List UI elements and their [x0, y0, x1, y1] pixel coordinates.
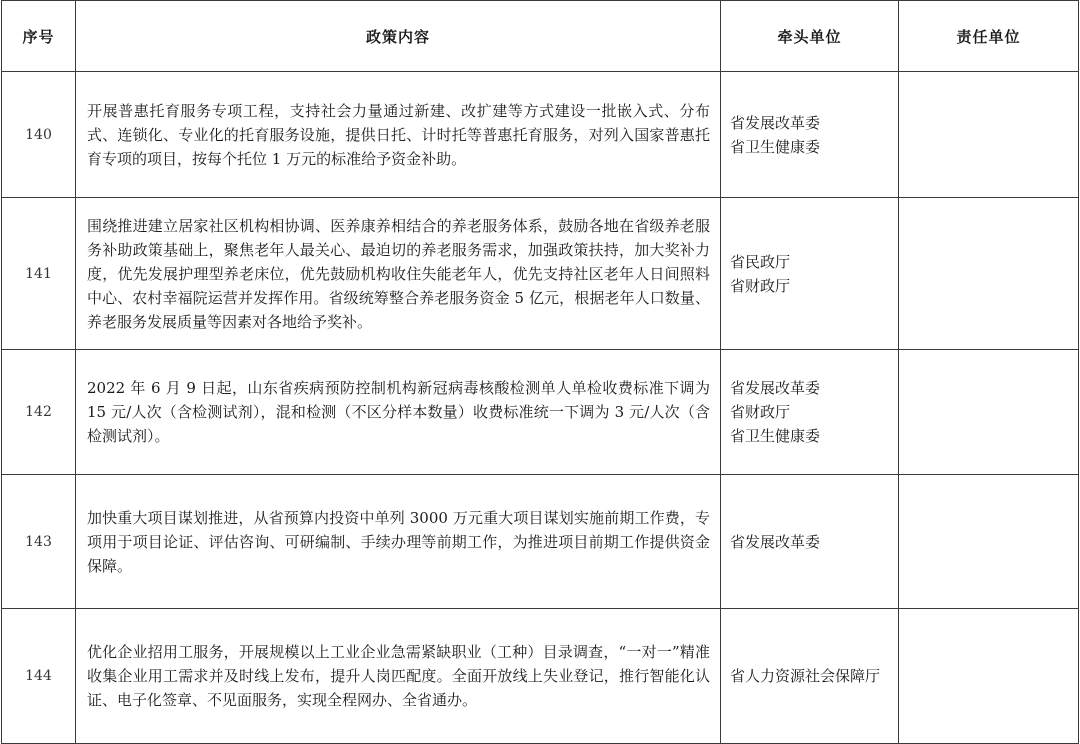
header-policy-content: 政策内容 — [76, 1, 721, 72]
row-lead-unit — [721, 609, 899, 744]
lead-unit-name: 省财政厅 — [730, 403, 791, 421]
lead-unit-name: 省卫生健康委 — [730, 427, 821, 445]
row-serial-number: 141 — [2, 198, 76, 350]
row-serial-number: 140 — [2, 72, 76, 198]
row-lead-unit — [721, 475, 899, 609]
policy-document-page — [1, 0, 1078, 742]
row-lead-unit — [721, 198, 899, 350]
table-row — [2, 198, 1079, 350]
row-policy-content: 2022 年 6 月 9 日起，山东省疾病预防控制机构新冠病毒核酸检测单人单检收费标准下调为 15 元/人次（含检测试剂），混和检测（不区分样本数量）收费标准统一下调为 3 元/人次（含检测试剂）。 — [76, 350, 721, 475]
row-lead-unit — [721, 72, 899, 198]
lead-unit-name: 省人力资源社会保障厅 — [730, 667, 881, 685]
lead-unit-name: 省发展改革委 — [730, 113, 821, 132]
policy-table — [1, 0, 1079, 744]
row-policy-content: 开展普惠托育服务专项工程，支持社会力量通过新建、改扩建等方式建设一批嵌入式、分布式、连锁化、专业化的托育服务设施，提供日托、计时托等普惠托育服务，对列入国家普惠托育专项的项目，按每个托位 1 万元的标准给予资金补助。 — [76, 72, 721, 198]
table-row — [2, 72, 1079, 198]
row-serial-number: 142 — [2, 350, 76, 475]
table-header-row — [2, 1, 1079, 72]
header-lead-unit: 牵头单位 — [721, 1, 899, 72]
row-serial-number: 144 — [2, 609, 76, 744]
row-serial-number: 143 — [2, 475, 76, 609]
row-responsible-unit — [899, 350, 1079, 475]
header-serial-number: 序号 — [2, 1, 76, 72]
row-policy-content: 围绕推进建立居家社区机构相协调、医养康养相结合的养老服务体系，鼓励各地在省级养老服务补助政策基础上，聚焦老年人最关心、最迫切的养老服务需求，加强政策扶持，加大奖补力度，优先发展护理型养老床位，优先鼓励机构收住失能老年人，优先支持社区老年人日间照料中心、农村幸福院运营并发挥作用。省级统筹整合养老服务资金 5 亿元，根据老年人口数量、养老服务发展质量等因素对各地给予奖补。 — [76, 198, 721, 350]
row-responsible-unit — [899, 475, 1079, 609]
table-row — [2, 609, 1079, 744]
table-row — [2, 475, 1079, 609]
lead-unit-name: 省财政厅 — [730, 276, 791, 295]
lead-unit-name: 省发展改革委 — [730, 532, 821, 551]
row-responsible-unit — [899, 72, 1079, 198]
row-policy-content: 加快重大项目谋划推进，从省预算内投资中单列 3000 万元重大项目谋划实施前期工作费，专项用于项目论证、评估咨询、可研编制、手续办理等前期工作，为推进项目前期工作提供资金保障。 — [76, 475, 721, 609]
row-lead-unit — [721, 350, 899, 475]
row-policy-content: 优化企业招用工服务，开展规模以上工业企业急需紧缺职业（工种）目录调查，“一对一”精准收集企业用工需求并及时线上发布，提升人岗匹配度。全面开放线上失业登记，推行智能化认证、电子化签章、不见面服务，实现全程网办、全省通办。 — [76, 609, 721, 744]
table-row — [2, 350, 1079, 475]
row-responsible-unit — [899, 198, 1079, 350]
lead-unit-name: 省卫生健康委 — [730, 137, 821, 156]
header-responsible-unit: 责任单位 — [899, 1, 1079, 72]
lead-unit-name: 省发展改革委 — [730, 379, 821, 397]
row-responsible-unit — [899, 609, 1079, 744]
lead-unit-name: 省民政厅 — [730, 252, 791, 271]
